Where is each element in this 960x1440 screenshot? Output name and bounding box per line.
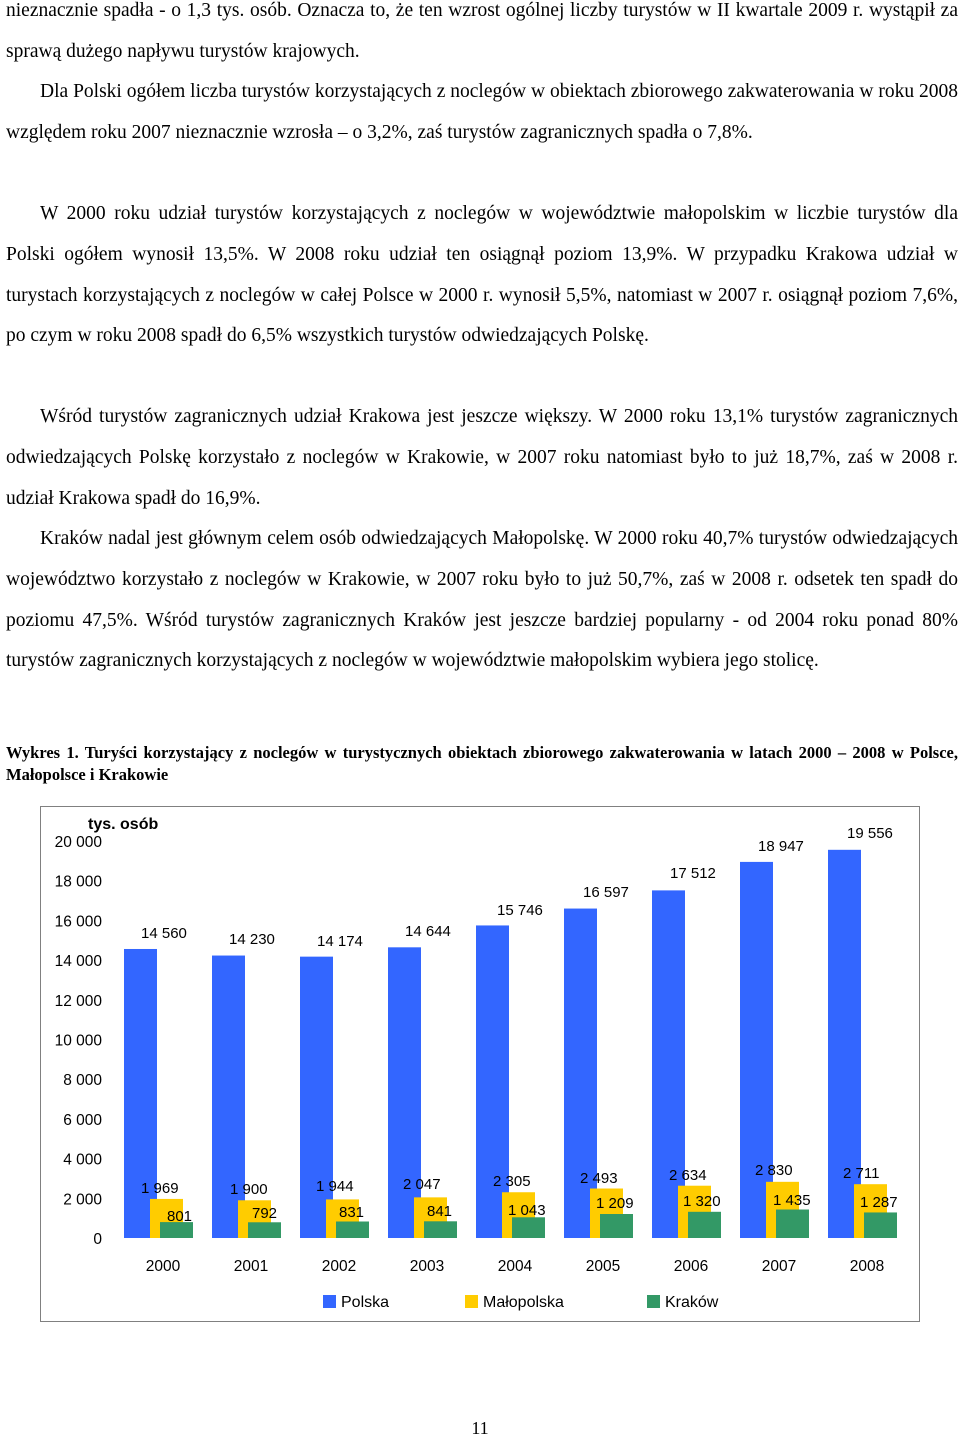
data-label-malopolska: 2 493 <box>580 1170 618 1187</box>
data-label-malopolska: 2 305 <box>493 1173 531 1190</box>
x-tick-label: 2008 <box>849 1258 885 1275</box>
chart-caption: Wykres 1. Turyści korzystający z noclegów w turystycznych obiektach zbiorowego zakwaterowania w latach 2000 – 2008 w Polsce, Małopolsce i Krakowie <box>6 743 958 784</box>
page-number: 11 <box>471 1418 489 1438</box>
x-tick-label: 2002 <box>321 1258 357 1275</box>
paragraph-krakow: Kraków nadal jest głównym celem osób odwiedzających Małopolskę. W 2000 roku 40,7% turystów odwiedzających województwo korzystało z noclegów w Krakowie, w 2007 roku było to już 50,7%, zaś w 2008 r. odsetek ten spadł do poziomu 47,5%. Wśród turystów zagranicznych Kraków jest jeszcze bardziej popularny - od 2004 roku ponad 80% turystów zagranicznych korzystających z noclegów w województwie małopolskim wybiera jego stolicę. <box>6 528 958 672</box>
data-label-malopolska: 2 047 <box>403 1176 441 1193</box>
y-tick-label: 16 000 <box>54 913 102 931</box>
x-tick-label: 2004 <box>497 1258 533 1275</box>
data-label-polska: 14 174 <box>317 933 363 950</box>
data-label-polska: 19 556 <box>847 825 893 842</box>
bar-krakow <box>512 1217 545 1238</box>
bar-krakow <box>600 1214 633 1238</box>
y-tick-label: 12 000 <box>54 992 102 1010</box>
bar-polska <box>740 862 773 1238</box>
bar-polska <box>388 947 421 1238</box>
data-label-krakow: 801 <box>167 1208 193 1225</box>
data-label-malopolska: 1 900 <box>230 1181 268 1198</box>
y-tick-label: 8 000 <box>63 1072 102 1090</box>
y-tick-label: 14 000 <box>54 953 102 971</box>
bar-krakow <box>248 1222 281 1238</box>
paragraph-shares: W 2000 roku udział turystów korzystających z noclegów w województwie małopolskim w liczbie turystów dla Polski ogółem wynosił 13,5%. W 2008 roku udział ten osiągnął poziom 13,9%. W przypadku Krakowa udział w turystach korzystających z noclegów w całej Polsce w 2000 r. wynosił 5,5%, natomiast w 2007 r. osiągnął poziom 7,6%, po czym w roku 2008 spadł do 6,5% wszystkich turystów odwiedzających Polskę. <box>6 203 958 347</box>
paragraph-intro: nieznacznie spadła - o 1,3 tys. osób. Oznacza to, że ten wzrost ogólnej liczby turystów w II kwartale 2009 r. wystąpił za sprawą dużego napływu turystów krajowych. <box>6 0 958 62</box>
data-label-krakow: 792 <box>252 1205 278 1222</box>
y-tick-label: 0 <box>93 1231 102 1248</box>
data-label-polska: 14 230 <box>229 931 275 948</box>
bar-krakow <box>864 1212 897 1238</box>
bar-krakow <box>336 1222 369 1238</box>
y-tick-label: 6 000 <box>63 1111 102 1129</box>
y-tick-label: 4 000 <box>63 1151 102 1169</box>
legend-swatch-polska <box>323 1295 336 1308</box>
data-label-malopolska: 1 944 <box>316 1178 354 1195</box>
bar-polska <box>300 957 333 1238</box>
y-tick-label: 2 000 <box>63 1191 102 1209</box>
data-label-polska: 14 560 <box>141 925 187 942</box>
data-label-krakow: 1 287 <box>860 1194 898 1211</box>
data-label-malopolska: 1 969 <box>141 1180 179 1197</box>
x-tick-label: 2001 <box>233 1258 269 1275</box>
data-label-malopolska: 2 830 <box>755 1162 793 1179</box>
legend-label: Polska <box>341 1294 390 1311</box>
data-label-malopolska: 2 711 <box>843 1165 880 1182</box>
bar-chart <box>41 807 921 1323</box>
data-label-krakow: 831 <box>339 1204 365 1221</box>
x-tick-label: 2003 <box>409 1258 445 1275</box>
chart-frame <box>40 806 920 1322</box>
paragraph-poland-totals: Dla Polski ogółem liczba turystów korzystających z noclegów w obiektach zbiorowego zakwaterowania w roku 2008 względem roku 2007 nieznacznie wzrosła – o 3,2%, zaś turystów zagranicznych spadła o 7,8%. <box>6 81 958 143</box>
data-label-polska: 17 512 <box>670 865 716 882</box>
bar-polska <box>476 925 509 1238</box>
data-label-krakow: 1 043 <box>508 1202 546 1219</box>
y-tick-label: 10 000 <box>54 1032 102 1050</box>
legend-label: Małopolska <box>483 1294 564 1311</box>
x-tick-label: 2000 <box>145 1258 181 1275</box>
legend-swatch-krakow <box>647 1295 660 1308</box>
x-tick-label: 2006 <box>673 1258 709 1275</box>
y-tick-label: 18 000 <box>54 873 102 891</box>
bar-krakow <box>776 1210 809 1238</box>
data-label-malopolska: 2 634 <box>669 1167 707 1184</box>
bar-krakow <box>424 1221 457 1238</box>
legend-swatch-malopolska <box>465 1295 478 1308</box>
data-label-krakow: 1 435 <box>773 1192 811 1209</box>
y-tick-label: 20 000 <box>54 834 102 851</box>
y-axis-title: tys. osób <box>88 816 159 833</box>
legend-label: Kraków <box>665 1294 719 1311</box>
data-label-krakow: 1 320 <box>683 1193 721 1210</box>
x-tick-label: 2005 <box>585 1258 621 1275</box>
paragraph-foreign-tourists: Wśród turystów zagranicznych udział Krakowa jest jeszcze większy. W 2000 roku 13,1% turystów zagranicznych odwiedzających Polskę korzystało z noclegów w Krakowie, w 2007 roku natomiast było to już 18,7%, zaś w 2008 r. udział Krakowa spadł do 16,9%. <box>6 406 958 509</box>
data-label-krakow: 841 <box>427 1203 453 1220</box>
data-label-polska: 16 597 <box>583 884 629 901</box>
bar-krakow <box>688 1212 721 1238</box>
x-tick-label: 2007 <box>761 1258 797 1275</box>
data-label-polska: 15 746 <box>497 902 543 919</box>
data-label-polska: 14 644 <box>405 923 451 940</box>
data-label-polska: 18 947 <box>758 838 804 855</box>
data-label-krakow: 1 209 <box>596 1195 634 1212</box>
